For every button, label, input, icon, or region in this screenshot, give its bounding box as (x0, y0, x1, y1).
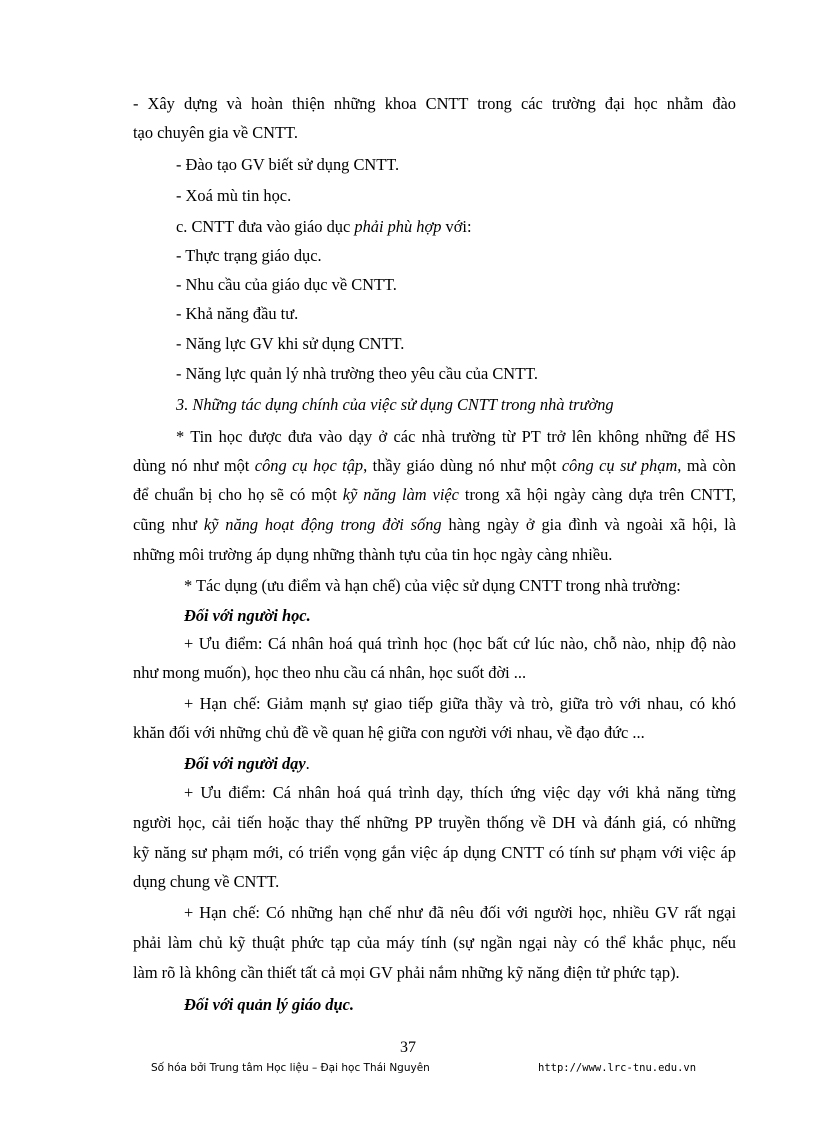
list-item: - Xoá mù tin học. (176, 186, 292, 205)
text-run: , mà còn (677, 456, 736, 475)
paragraph-line: dụng chung về CNTT. (133, 872, 280, 891)
paragraph-line: kỹ năng sư phạm mới, có triển vọng gắn việc áp dụng CNTT có tính sư phạm với việc áp (133, 843, 736, 862)
paragraph-line: + Ưu điểm: Cá nhân hoá quá trình học (học bất cứ lúc nào, chỗ nào, nhịp độ nào (184, 634, 736, 653)
page-number: 37 (400, 1039, 416, 1056)
paragraph-line: làm rõ là không cần thiết tất cả mọi GV phải nắm những kỹ năng điện tử phức tạp). (133, 963, 680, 982)
text-run: cũng như (133, 515, 204, 534)
subsection-heading (184, 995, 354, 1015)
subsection-heading-text: Đối với người học. (184, 606, 311, 625)
paragraph-line: * Tin học được đưa vào dạy ở các nhà trường từ PT trở lên không những để HS (176, 427, 736, 446)
paragraph-line (133, 515, 736, 535)
paragraph-line: + Ưu điểm: Cá nhân hoá quá trình dạy, thích ứng việc dạy với khả năng từng (184, 783, 736, 802)
list-item: - Đào tạo GV biết sử dụng CNTT. (176, 155, 400, 174)
paragraph-line: tạo chuyên gia về CNTT. (133, 123, 298, 142)
paragraph-line (133, 456, 736, 476)
emphasis-text: công cụ sư phạm (561, 456, 678, 475)
text-run: với: (441, 217, 472, 236)
emphasis-text: kỹ năng làm việc (342, 485, 459, 504)
text-run: . (305, 754, 310, 773)
text-run: trong xã hội ngày càng dựa trên CNTT, (458, 485, 736, 504)
footer-url-link[interactable]: http://www.lrc-tnu.edu.vn (538, 1062, 697, 1074)
paragraph-line: + Hạn chế: Giảm mạnh sự giao tiếp giữa thầy và trò, giữa trò với nhau, có khó (184, 694, 736, 713)
emphasis-text: phải phù hợp (354, 217, 442, 236)
emphasis-text: kỹ năng hoạt động trong đời sống (203, 515, 442, 534)
section-heading-text: 3. Những tác dụng chính của việc sử dụng CNTT trong nhà trường (176, 395, 614, 414)
paragraph-line: + Hạn chế: Có những hạn chế như đã nêu đối với người học, nhiều GV rất ngại (184, 903, 736, 922)
section-heading (176, 395, 614, 415)
list-item: - Năng lực GV khi sử dụng CNTT. (176, 334, 405, 353)
text-run: để chuẩn bị cho họ sẽ có một (133, 485, 343, 504)
paragraph-line: - Xây dựng và hoàn thiện những khoa CNTT trong các trường đại học nhằm đào (133, 94, 736, 113)
text-run: dùng nó như một (133, 456, 255, 475)
list-item: - Khả năng đầu tư. (176, 304, 299, 323)
paragraph-line (133, 485, 736, 505)
list-item: - Nhu cầu của giáo dục về CNTT. (176, 275, 397, 294)
list-item: - Năng lực quản lý nhà trường theo yêu cầu của CNTT. (176, 364, 539, 383)
paragraph-line: phải làm chủ kỹ thuật phức tạp của máy tính (sự ngần ngại này có thể khắc phục, nếu (133, 933, 736, 952)
text-run: , thầy giáo dùng nó như một (363, 456, 562, 475)
emphasis-text: công cụ học tập (254, 456, 364, 475)
list-item: - Thực trạng giáo dục. (176, 246, 322, 265)
paragraph-line: * Tác dụng (ưu điểm và hạn chế) của việc sử dụng CNTT trong nhà trường: (184, 576, 681, 595)
paragraph-line (176, 217, 472, 237)
text-run: hàng ngày ở gia đình và ngoài xã hội, là (441, 515, 736, 534)
footer-source-text: Số hóa bởi Trung tâm Học liệu – Đại học Thái Nguyên (151, 1062, 430, 1074)
subsection-heading-text: Đối với người dạy (184, 754, 306, 773)
paragraph-line: những môi trường áp dụng những thành tựu của tin học ngày càng nhiều. (133, 545, 613, 564)
subsection-heading (184, 754, 310, 774)
subsection-heading (184, 606, 311, 626)
paragraph-line: khăn đối với những chủ đề về quan hệ giữa con người với nhau, về đạo đức ... (133, 723, 645, 742)
text-run: c. CNTT đưa vào giáo dục (176, 217, 355, 236)
paragraph-line: người học, cải tiến hoặc thay thế những PP truyền thống về DH và đánh giá, có những (133, 813, 736, 832)
subsection-heading-text: Đối với quản lý giáo dục. (184, 995, 354, 1014)
paragraph-line: như mong muốn), học theo nhu cầu cá nhân, học suốt đời ... (133, 663, 527, 682)
